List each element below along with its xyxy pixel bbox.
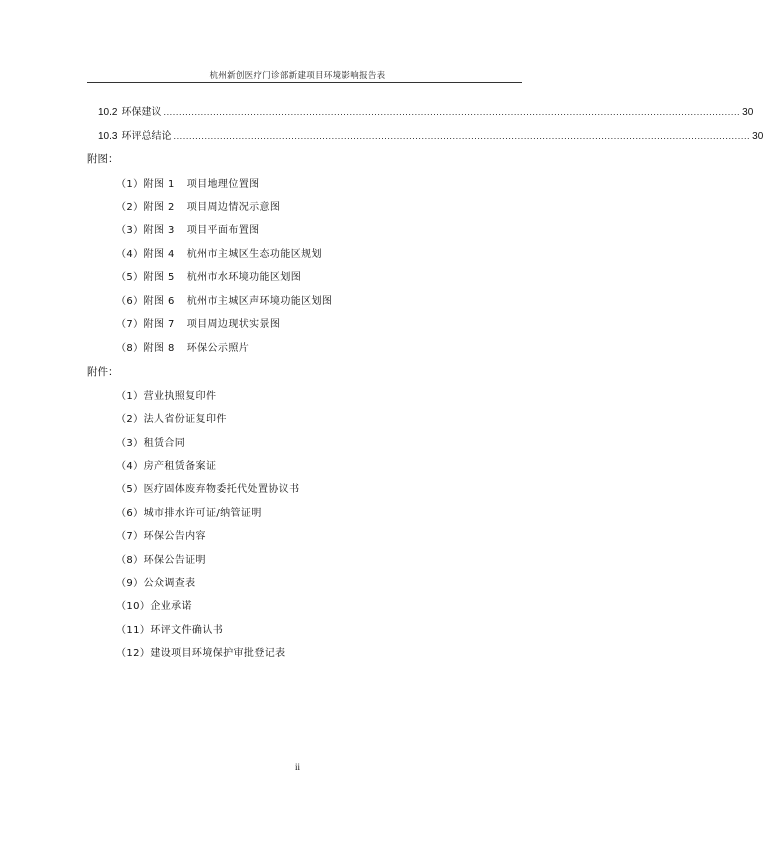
attachment-index: （11）	[116, 625, 151, 636]
toc-leader-dots: ..........................................................................................................................................................................................	[173, 131, 751, 141]
figure-item	[116, 268, 301, 283]
figure-label: 附图 3	[143, 225, 175, 236]
figure-label: 附图 8	[143, 343, 175, 354]
attachment-item	[116, 597, 192, 612]
toc-entry-title: 环评总结论	[121, 131, 172, 142]
figure-index: （1）	[116, 179, 144, 190]
attachment-item	[116, 434, 185, 449]
toc-entry-title: 环保建议	[121, 107, 162, 118]
toc-entry-page: 30	[752, 131, 763, 142]
attachment-title: 公众调查表	[143, 578, 196, 589]
figure-item	[116, 175, 260, 190]
figure-item	[116, 315, 280, 330]
figure-index: （2）	[116, 202, 144, 213]
figure-label: 附图 1	[143, 179, 175, 190]
figure-title: 环保公示照片	[186, 343, 250, 354]
figure-item	[116, 221, 260, 236]
figure-index: （4）	[116, 249, 144, 260]
toc-entry-page: 30	[742, 107, 754, 118]
attachment-title: 法人省份证复印件	[143, 414, 227, 425]
attachment-title: 城市排水许可证/纳管证明	[143, 508, 262, 519]
attachment-title: 医疗固体废弃物委托代处置协议书	[143, 484, 300, 495]
figure-title: 杭州市水环境功能区划图	[186, 272, 302, 283]
header-rule	[87, 82, 522, 83]
attachment-title: 租赁合同	[143, 438, 186, 449]
figure-title: 项目地理位置图	[186, 179, 260, 190]
figure-title: 项目平面布置图	[186, 225, 260, 236]
attachment-title: 环保公告内容	[143, 531, 206, 542]
attachment-index: （10）	[116, 601, 151, 612]
figure-item	[116, 339, 249, 354]
toc-entry[interactable]	[98, 103, 754, 119]
figure-label: 附图 7	[143, 319, 175, 330]
figure-title: 项目周边现状实景图	[186, 319, 281, 330]
attachment-index: （9）	[116, 578, 144, 589]
attachment-title: 环评文件确认书	[150, 625, 224, 636]
figure-index: （3）	[116, 225, 144, 236]
attachment-item	[116, 457, 216, 472]
figure-title: 项目周边情况示意图	[186, 202, 281, 213]
running-header: 杭州新创医疗门诊部新建项目环境影响报告表	[209, 71, 386, 81]
attachment-item	[116, 387, 216, 402]
figure-title: 杭州市主城区声环境功能区划图	[186, 296, 333, 307]
attachment-index: （12）	[116, 648, 151, 659]
figure-item	[116, 292, 332, 307]
attachment-index: （6）	[116, 508, 144, 519]
attachment-item	[116, 527, 206, 542]
figure-index: （5）	[116, 272, 144, 283]
figure-label: 附图 5	[143, 272, 175, 283]
attachment-title: 企业承诺	[150, 601, 192, 612]
attachment-index: （8）	[116, 555, 144, 566]
attachment-title: 环保公告证明	[143, 555, 206, 566]
attachment-item	[116, 504, 262, 519]
toc-entry-number: 10.2	[98, 107, 118, 118]
figure-label: 附图 4	[143, 249, 175, 260]
attachment-title: 营业执照复印件	[143, 391, 217, 402]
attachment-item	[116, 644, 286, 659]
toc-entry[interactable]	[98, 127, 763, 143]
attachment-index: （1）	[116, 391, 144, 402]
figure-label: 附图 2	[143, 202, 175, 213]
attachment-index: （3）	[116, 438, 144, 449]
attachment-index: （5）	[116, 484, 144, 495]
attachment-index: （2）	[116, 414, 144, 425]
attachment-item	[116, 574, 196, 589]
attachment-item	[116, 551, 206, 566]
attachments-heading: 附件：	[87, 366, 119, 378]
figure-index: （8）	[116, 343, 144, 354]
figure-title: 杭州市主城区生态功能区规划	[186, 249, 322, 260]
attachment-index: （4）	[116, 461, 144, 472]
figure-label: 附图 6	[143, 296, 175, 307]
figure-item	[116, 245, 322, 260]
figures-heading: 附图：	[87, 153, 119, 165]
page-number: ii	[294, 762, 300, 772]
toc-leader-dots: ..........................................................................................................................................................................................	[163, 107, 741, 117]
toc-entry-number: 10.3	[98, 131, 118, 142]
attachment-title: 建设项目环境保护审批登记表	[150, 648, 286, 659]
figure-index: （7）	[116, 319, 144, 330]
figure-index: （6）	[116, 296, 144, 307]
attachment-title: 房产租赁备案证	[143, 461, 217, 472]
attachment-item	[116, 410, 227, 425]
attachment-index: （7）	[116, 531, 144, 542]
attachment-item	[116, 621, 223, 636]
attachment-item	[116, 480, 300, 495]
figure-item	[116, 198, 280, 213]
